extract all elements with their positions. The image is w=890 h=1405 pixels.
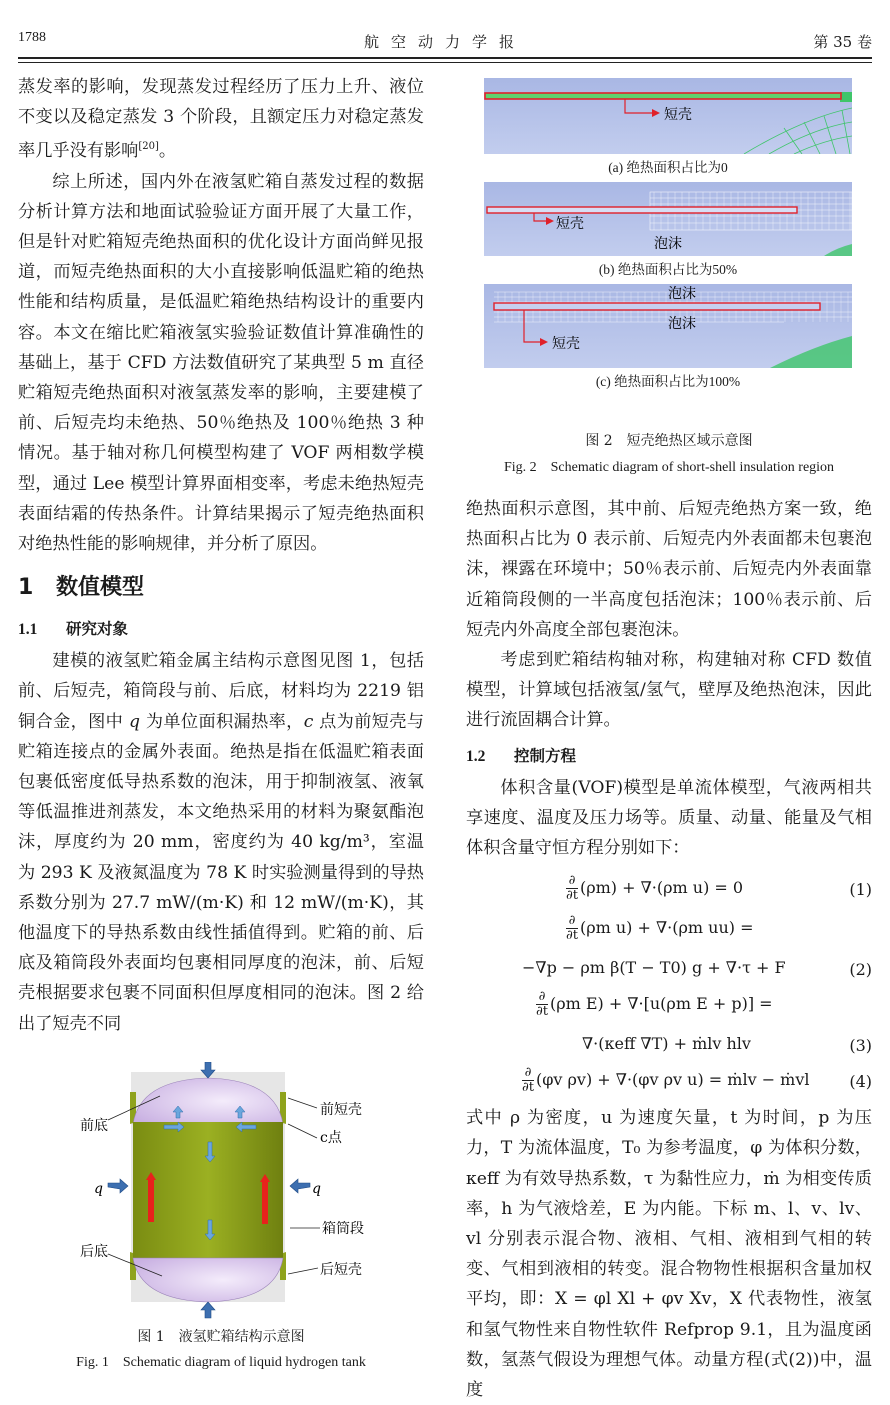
panel-c: [484, 284, 852, 368]
label-front-skirt: 前短壳: [320, 1102, 362, 1118]
pointer-line: [524, 310, 540, 342]
label-q-right: q: [312, 1181, 321, 1197]
equation-text: ∇·(κeff ∇T) + ṁlv hlv: [582, 1034, 751, 1054]
short-shell-label: 短壳: [556, 216, 584, 232]
subsection-title: 研究对象: [66, 620, 129, 639]
mesh-dome: [770, 336, 852, 368]
equation-2b: [466, 947, 872, 983]
paragraph-text: 点为前短壳与贮箱连接点的金属外表面。绝热是指在低温贮箱表面包裹低密度低导热系数的泡沫，用于抑制液氢、液氧等低温推进剂蒸发，本文绝热采用的材料为聚氨酯泡沫，厚度约为 20 mm，密度约为 40 kg/m³，室温为 293 K 及液氮温度为 78 K 时实验测量得到的导热系数分别为 27.7 mW/(m·K) 和 12 mW/(m·K)，其他温度下的导热系数由线性插值得到。贮箱的前、后底及箱筒段外表面均包裹相同厚度的泡沫，前、后短壳根据要求包裹不同面积但厚度相同的泡沫。图 2 给出了短壳不同: [18, 711, 425, 1034]
equation-3b: [466, 1023, 872, 1059]
label-front-head: 前底: [80, 1118, 108, 1134]
panel-a-caption: (a) 绝热面积占比为0: [608, 160, 728, 175]
tank-illustration: [70, 1062, 400, 1332]
equation-text: (ρm E) + ∇·[u(ρm E + p)] =: [549, 994, 773, 1014]
paragraph: 综上所述，国内外在液氢贮箱自蒸发过程的数据分析计算方法和地面试验验证方面开展了大量工作，但是针对贮箱短壳绝热面积的优化设计方面尚鲜见报道，而短壳绝热面积的大小直接影响低温贮箱的绝热性能和结构质量，是低温贮箱绝热结构设计的重要内容。本文在缩比贮箱液氢实验验证数值计算准确性的基础上，基于 CFD 方法数值研究了某典型 5 m 直径贮箱短壳绝热面积对液氢蒸发率的影响，主要建模了前、后短壳均未绝热、50％绝热及 100％绝热 3 种情况。基于轴对称几何模型构建了 VOF 两相数学模型，通过 Lee 模型计算界面相变率，考虑未绝热短壳表面结霜的传热条件。计算结果揭示了短壳绝热面积对绝热性能的影响规律，并分析了原因。: [18, 171, 424, 555]
paragraph: 体积含量(VOF)模型是单流体模型，气液两相共享速度、温度及压力场等。质量、动量、能量及气相体积含量守恒方程分别如下：: [466, 777, 872, 859]
leader-c-point: [288, 1124, 317, 1138]
equation-4: [466, 1059, 872, 1099]
foam-label-outer: 泡沫: [668, 286, 696, 302]
partial-derivative: $\frac{\partial}{\partial t}$: [566, 913, 578, 944]
paragraph-text: 为单位面积漏热率，: [140, 711, 304, 732]
panel-b-caption: (b) 绝热面积占比为50%: [598, 262, 738, 277]
partial-derivative: $\frac{\partial}{\partial t}$: [566, 873, 578, 904]
equation-number: (2): [849, 960, 872, 980]
paragraph: 式中 ρ 为密度，u 为速度矢量，t 为时间，p 为压力，T 为流体温度，T₀ 为参考温度，φ 为体积分数，κeff 为有效导热系数，τ 为黏性应力，ṁ 为相变传质率，h 为气液焓差，E 为内能。下标 m、l、v、lv、vl 分别表示混合物、液相、气相、液相到气相的转变、气相到液相的转变。混合物物性根据积含量加权平均，即：X = φl Xl + φv Xv，X 代表物性，液氢和氢气物性来自物性软件 Refprop 9.1，且为温度函数，氢蒸气假设为理想气体。动量方程(式(2))中，温度: [466, 1108, 872, 1401]
heat-arrow-left: [108, 1179, 128, 1193]
short-shell-highlight: [494, 303, 820, 310]
equation-1: [466, 867, 872, 907]
left-column: [18, 72, 424, 1039]
partial-derivative: $\frac{\partial}{\partial t}$: [522, 1065, 534, 1096]
short-shell-highlight: [487, 207, 797, 213]
panel-b-graphic: [484, 182, 852, 256]
panel-b: [484, 182, 852, 256]
paragraph: [18, 646, 424, 1039]
figure-2-caption-en: Fig. 2 Schematic diagram of short-shell insulation region: [503, 460, 835, 475]
heat-arrow-bottom: [201, 1302, 215, 1318]
subsection-heading: [466, 742, 872, 771]
symbol-q: q: [129, 711, 141, 732]
subsection-title: 控制方程: [514, 746, 577, 765]
section-number: 1: [18, 575, 34, 601]
paragraph: [18, 72, 424, 167]
pointer-line: [534, 213, 546, 221]
pointer-arrow-icon: [652, 109, 660, 117]
pointer-line: [625, 99, 653, 113]
paragraph-text: 。: [158, 141, 177, 162]
section-heading: [18, 573, 424, 603]
panel-a-graphic: [484, 78, 852, 154]
pointer-arrow-icon: [546, 217, 554, 225]
figure-2-insulation-regions: [484, 78, 852, 396]
partial-derivative: $\frac{\partial}{\partial t}$: [536, 989, 548, 1020]
label-rear-head: 后底: [80, 1244, 108, 1260]
label-barrel: 箱筒段: [322, 1221, 364, 1237]
mesh-dome: [744, 108, 852, 154]
label-q-left: q: [94, 1181, 103, 1197]
short-shell-highlight: [485, 93, 841, 99]
figure-1-tank-diagram: [70, 1062, 400, 1332]
subsection-heading: [18, 615, 424, 644]
equation-text: −∇p − ρm β(T − T0) g + ∇·τ + F: [522, 958, 786, 978]
right-column: [466, 494, 872, 1405]
figure-2-caption-cn: 图 2 短壳绝热区域示意图: [585, 433, 753, 449]
equation-text: (ρm) + ∇·(ρm u) = 0: [579, 878, 744, 898]
header-rule-thin: [18, 62, 872, 63]
red-flow-arrow-right: [262, 1180, 268, 1224]
heat-arrow-right: [290, 1179, 310, 1193]
equation-text: (ρm u) + ∇·(ρm uu) =: [579, 918, 754, 938]
volume-label: 第 35 卷: [813, 33, 872, 51]
equation-2a: [466, 907, 872, 947]
journal-title: 航空动力学报: [363, 33, 526, 51]
section-title: 数值模型: [56, 575, 145, 601]
leader-front-skirt: [288, 1098, 317, 1108]
equation-number: (3): [849, 1036, 872, 1056]
red-flow-arrow-left: [148, 1178, 154, 1222]
panel-c-caption: (c) 绝热面积占比为100%: [595, 374, 741, 389]
equation-number: (1): [849, 880, 872, 900]
paragraph: 绝热面积示意图，其中前、后短壳绝热方案一致，绝热面积占比为 0 表示前、后短壳内外表面都未包裹泡沫，裸露在环境中；50％表示前、后短壳内外表面靠近箱筒段侧的一半高度包括泡沫；100％表示前、后短壳内外高度全部包裹泡沫。: [466, 499, 872, 640]
leader-rear-skirt: [288, 1268, 318, 1274]
header-rule-thick: [18, 57, 872, 59]
figure-1-caption-cn: 图 1 液氢贮箱结构示意图: [137, 1329, 305, 1345]
subsection-number: 1.2: [466, 747, 486, 765]
paragraph-text: 蒸发率的影响，发现蒸发过程经历了压力上升、液位不变以及稳定蒸发 3 个阶段，且额定压力对稳定蒸发率几乎没有影响: [18, 77, 424, 162]
label-rear-skirt: 后短壳: [320, 1262, 362, 1278]
equation-number: (4): [849, 1072, 872, 1092]
mesh-dome: [824, 244, 852, 256]
foam-label: 泡沫: [654, 236, 682, 252]
equations: [466, 867, 872, 1099]
short-shell-label: 短壳: [664, 107, 692, 123]
equation-text: (φv ρv) + ∇·(φv ρv u) = ṁlv − ṁvl: [535, 1070, 810, 1090]
running-header: [18, 28, 872, 58]
pointer-arrow-icon: [540, 338, 548, 346]
subsection-number: 1.1: [18, 621, 38, 639]
panel-c-graphic: [484, 284, 852, 368]
short-shell-label: 短壳: [552, 336, 580, 352]
label-c-point: c点: [320, 1130, 342, 1146]
paragraph-text: 建模的液氢贮箱金属主结构示意图见图 1，包括前、后短壳，箱筒段与前、后底，材料均为 2219 铝铜合金，图中: [18, 651, 424, 732]
panel-a: [484, 78, 852, 154]
citation[interactable]: [20]: [138, 141, 159, 153]
page-number: 1788: [18, 30, 46, 45]
paragraph: 考虑到贮箱结构轴对称，构建轴对称 CFD 数值模型，计算域包括液氢/氢气，壁厚及绝热泡沫，因此进行流固耦合计算。: [466, 650, 872, 731]
symbol-c: c: [303, 711, 314, 732]
figure-1-caption-en: Fig. 1 Schematic diagram of liquid hydrogen tank: [76, 1355, 366, 1370]
equation-3a: [466, 983, 872, 1023]
foam-label-inner: 泡沫: [668, 316, 696, 332]
